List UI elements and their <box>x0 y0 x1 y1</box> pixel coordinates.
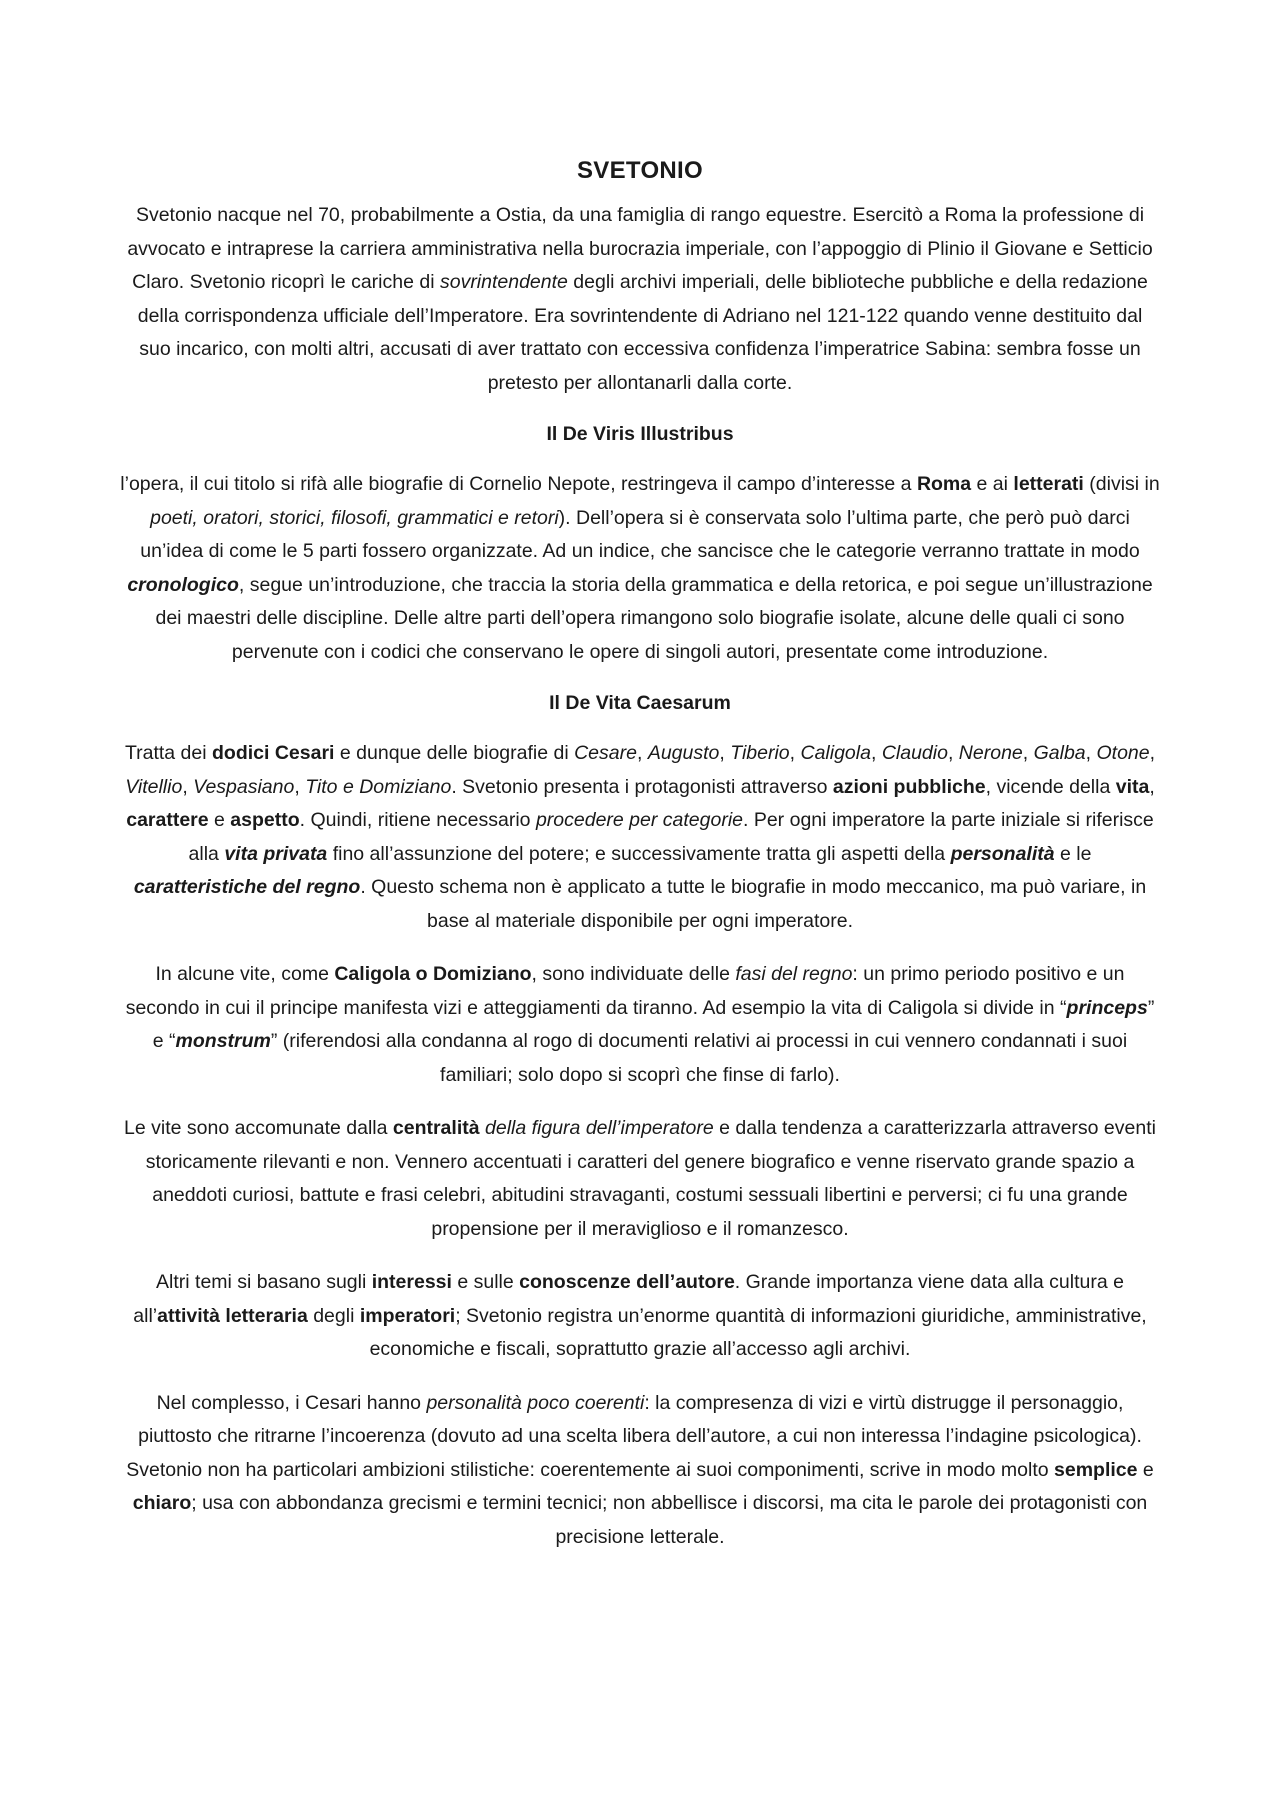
text-run: , <box>182 775 194 798</box>
emphasis-text: vita <box>1115 775 1150 798</box>
text-run: Svetonio nacque nel 70, probabilmente a Ostia, da una famiglia di rango equestre. Esercitò a Roma la professione di avvocato e intraprese la carriera amministrativa nella burocrazia imperiale, con l’appoggio di Plinio il Giovane e Setticio Claro. Svetonio ricoprì le cariche di <box>127 204 1153 293</box>
text-run: ” (riferendosi alla condanna al rogo di documenti relativi ai processi in cui vennero condannati i suoi familiari; solo dopo si scoprì che finse di farlo). <box>270 1030 1128 1086</box>
text-run: (divisi in <box>1083 473 1160 495</box>
text-run: Le vite sono accomunate dalla <box>124 1117 393 1139</box>
de-vita-paragraph-1 <box>120 737 1160 938</box>
text-run: degli <box>307 1304 360 1327</box>
intro-paragraph <box>120 199 1160 400</box>
text-run: Tratta dei <box>124 742 213 764</box>
text-run: , <box>1149 775 1155 798</box>
section-heading-de-viris: Il De Viris Illustribus <box>546 423 734 445</box>
emphasis-text: aspetto <box>230 809 300 831</box>
emphasis-text: poeti, oratori, storici, filosofi, grammatici e retori <box>150 506 559 529</box>
text-run: : la compresenza di vizi e virtù distrugge il personaggio, piuttosto che ritrarne l’incoerenza (dovuto ad una scelta libera dell’autore, a cui non interessa l’indagine psicologica). <box>138 1391 1142 1447</box>
emphasis-text: procedere per categorie <box>535 809 743 831</box>
emphasis-text: Nerone <box>958 742 1023 764</box>
text-run: . Svetonio presenta i protagonisti attraverso <box>451 775 833 798</box>
emphasis-text: attività letteraria <box>157 1304 308 1327</box>
emphasis-text: imperatori <box>359 1304 456 1327</box>
text-run: , <box>1022 742 1034 764</box>
emphasis-text: Augusto <box>647 742 720 764</box>
emphasis-text: cronologico <box>127 573 239 596</box>
text-run: , <box>636 742 648 764</box>
emphasis-text: vita privata <box>224 842 328 865</box>
emphasis-text: Otone <box>1096 742 1150 764</box>
emphasis-text: princeps <box>1066 996 1148 1019</box>
text-run: ; Svetonio registra un’enorme quantità di informazioni giuridiche, amministrative, economiche e fiscali, soprattutto grazie all’accesso agli archivi. <box>369 1304 1147 1360</box>
text-run: . Grande importanza viene data alla cultura e all’ <box>133 1271 1124 1327</box>
page-title: SVETONIO <box>577 157 703 184</box>
emphasis-run <box>951 843 1055 865</box>
text-run: e dunque delle biografie di <box>334 742 575 764</box>
emphasis-text: sovrintendente <box>439 271 568 293</box>
emphasis-text: fasi del regno <box>735 963 853 985</box>
emphasis-text: dodici Cesari <box>212 742 335 764</box>
emphasis-text: caratteristiche del regno <box>133 876 361 898</box>
emphasis-text: della figura dell’imperatore <box>485 1117 714 1139</box>
text-run: ). Dell’opera si è conservata solo l’ultima parte, che però può darci un’idea di come le 5 parti fossero organizzate. Ad un indice, che sancisce che le categorie verranno trattate in modo <box>140 506 1140 562</box>
emphasis-text: monstrum <box>175 1030 271 1052</box>
text-run: , <box>947 742 959 764</box>
emphasis-run <box>176 1030 271 1052</box>
emphasis-text: carattere <box>126 809 209 831</box>
text-run: ; usa con abbondanza grecismi e termini tecnici; non abbellisce i discorsi, ma cita le parole dei protagonisti con precisione letterale. <box>191 1492 1148 1548</box>
emphasis-run <box>1067 997 1148 1019</box>
text-run: , <box>1149 742 1156 764</box>
de-vita-paragraph-2 <box>120 958 1160 1092</box>
text-run: Altri temi si basano sugli <box>156 1271 372 1293</box>
text-run: , sono individuate delle <box>531 963 736 985</box>
text-run: . Quindi, ritiene necessario <box>299 809 536 831</box>
text-run: e sulle <box>451 1271 520 1293</box>
de-vita-paragraph-4 <box>120 1266 1160 1367</box>
text-run: l’opera, il cui titolo si rifà alle biografie di Cornelio Nepote, restringeva il campo d’interesse a <box>120 473 917 495</box>
emphasis-text: centralità <box>392 1117 480 1139</box>
emphasis-run <box>127 574 239 596</box>
de-vita-paragraph-5 <box>120 1387 1160 1454</box>
emphasis-text: Caligola <box>800 742 871 764</box>
emphasis-text: Cesare <box>574 742 637 764</box>
emphasis-text: chiaro <box>132 1492 192 1514</box>
text-run: degli archivi imperiali, delle biblioteche pubbliche e della redazione della corrispondenza ufficiale dell’Imperatore. Era sovrintendente di Adriano nel 121-122 quando venne destituito dal suo incarico, con molti altri, accusati di aver trattato con eccessiva confidenza l’imperatrice Sabina: sembra fosse un pretesto per allontanarli dalla corte. <box>137 271 1148 394</box>
text-run: Nel complesso, i Cesari hanno <box>156 1391 427 1414</box>
text-run: ” e “ <box>152 996 1155 1052</box>
text-run: e le <box>1054 842 1092 865</box>
text-run: fino all’assunzione del potere; e successivamente tratta gli aspetti della <box>327 842 951 865</box>
text-run: , vicende della <box>985 775 1116 798</box>
emphasis-text: personalità <box>950 842 1055 865</box>
emphasis-text: interessi <box>371 1271 452 1293</box>
emphasis-text: Vespasiano <box>193 775 295 798</box>
text-run: , <box>870 742 882 764</box>
text-run: In alcune vite, come <box>155 963 335 985</box>
text-run: : un primo periodo positivo e un secondo in cui il principe manifesta vizi e atteggiamenti da tiranno. Ad esempio la vita di Caligola si divide in “ <box>125 963 1125 1019</box>
text-run: e ai <box>971 473 1014 495</box>
emphasis-run <box>134 876 361 898</box>
de-vita-paragraph-6 <box>120 1454 1160 1555</box>
emphasis-text: Roma <box>916 473 972 495</box>
text-run: , <box>719 742 731 764</box>
text-run: e <box>1137 1458 1154 1481</box>
text-run: , <box>789 742 801 764</box>
emphasis-run <box>224 843 327 865</box>
emphasis-text: Vitellio <box>125 775 183 798</box>
emphasis-text: semplice <box>1054 1458 1138 1481</box>
emphasis-text: Caligola o Domiziano <box>334 963 532 985</box>
emphasis-text: Claudio <box>881 742 948 764</box>
text-run: Svetonio non ha particolari ambizioni stilistiche: coerentemente ai suoi componimenti, scrive in modo molto <box>126 1458 1055 1481</box>
emphasis-text: Galba <box>1033 742 1086 764</box>
text-run: , segue un’introduzione, che traccia la storia della grammatica e della retorica, e poi segue un’illustrazione dei maestri delle discipline. Delle altre parti dell’opera rimangono solo biografie isolate, alcune delle quali ci sono pervenute con i codici che conservano le opere di singoli autori, presentate come introduzione. <box>155 573 1153 663</box>
text-run: . Per ogni imperatore la parte iniziale si riferisce alla <box>188 809 1154 865</box>
text-run: . Questo schema non è applicato a tutte le biografie in modo meccanico, ma può variare, in base al materiale disponibile per ogni imperatore. <box>360 876 1147 932</box>
emphasis-text: azioni pubbliche <box>832 775 986 798</box>
text-run: e dalla tendenza a caratterizzarla attraverso eventi storicamente rilevanti e non. Vennero accentuati i caratteri del genere biografico e venne riservato grande spazio a aneddoti curiosi, battute e frasi celebri, abitudini stravaganti, costumi sessuali libertini e perversi; ci fu una grande propensione per il meraviglioso e il romanzesco. <box>145 1117 1156 1240</box>
text-run: e <box>208 809 231 831</box>
emphasis-text: conoscenze dell’autore <box>519 1271 735 1293</box>
emphasis-text: Tito e Domiziano <box>305 775 452 798</box>
de-viris-paragraph <box>120 468 1160 669</box>
section-heading-de-vita: Il De Vita Caesarum <box>549 692 731 714</box>
text-run: , <box>294 775 306 798</box>
text-run: , <box>1085 742 1097 764</box>
emphasis-text: letterati <box>1013 473 1084 495</box>
de-vita-paragraph-3 <box>120 1112 1160 1246</box>
emphasis-text: personalità poco coerenti <box>426 1391 645 1414</box>
emphasis-text: Tiberio <box>730 742 790 764</box>
